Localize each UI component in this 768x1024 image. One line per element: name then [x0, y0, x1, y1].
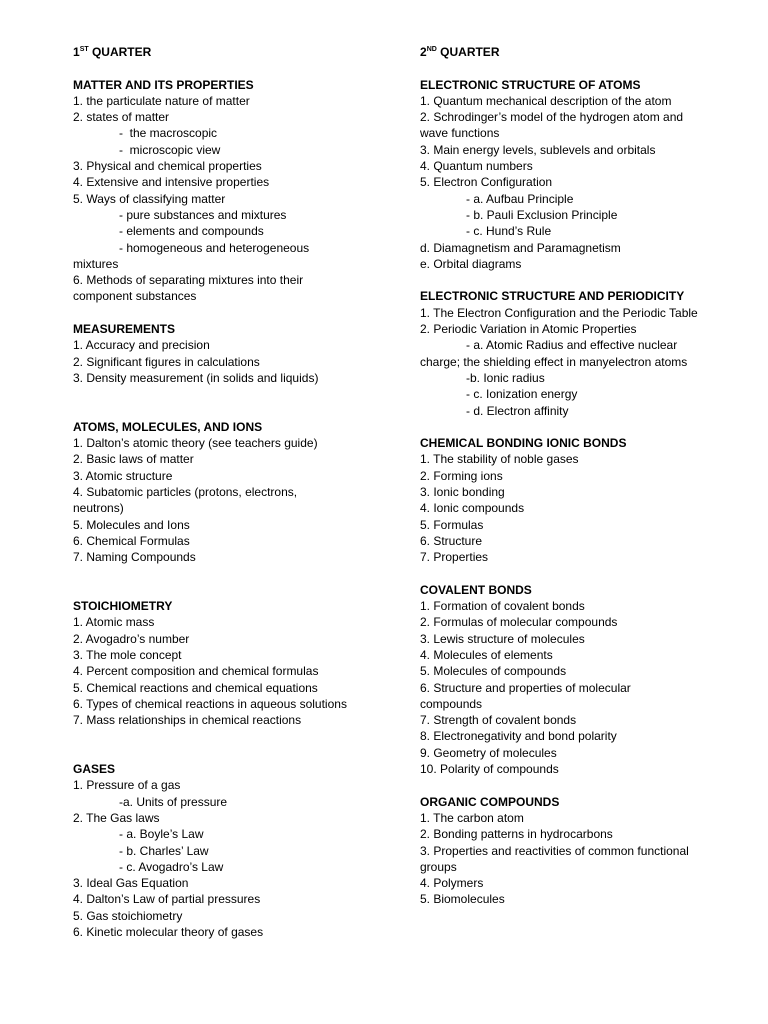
topic-item: 4. Extensive and intensive properties — [73, 175, 270, 190]
topic-item: 8. Electronegativity and bond polarity — [420, 729, 617, 744]
section-heading: GASES — [73, 762, 116, 777]
spacer — [420, 777, 725, 793]
topic-item: 4. Subatomic particles (protons, electrons, — [73, 485, 298, 500]
topic-item: 1. Formation of covalent bonds — [420, 599, 585, 614]
spacer — [420, 419, 725, 435]
topic-item: 3. Ideal Gas Equation — [73, 876, 189, 891]
topic-item: 1. The carbon atom — [420, 810, 524, 825]
quarter-number: 2 — [420, 45, 427, 59]
section-heading: ATOMS, MOLECULES, AND IONS — [73, 419, 263, 434]
first-quarter-title — [73, 44, 373, 60]
sub-topic-item: - pure substances and mixtures — [119, 207, 287, 222]
section-heading: STOICHIOMETRY — [73, 599, 173, 614]
topic-item: 1. Accuracy and precision — [73, 338, 210, 353]
topic-item: 6. Chemical Formulas — [73, 533, 190, 548]
topic-item: 2. Schrodinger’s model of the hydrogen atom and — [420, 110, 684, 125]
sub-topic-item: - a. Atomic Radius and effective nuclear — [466, 338, 678, 353]
topic-item: 6. Methods of separating mixtures into their — [73, 273, 304, 288]
topic-item: 4. Polymers — [420, 876, 484, 891]
topic-item: 6. Structure — [420, 533, 483, 548]
spacer — [73, 728, 373, 761]
section-heading: ORGANIC COMPOUNDS — [420, 794, 560, 809]
first-quarter-column — [73, 44, 373, 940]
topic-item: 4. Dalton’s Law of partial pressures — [73, 892, 261, 907]
section-heading: CHEMICAL BONDING IONIC BONDS — [420, 436, 627, 451]
topic-item: 2. Formulas of molecular compounds — [420, 615, 618, 630]
topic-item: d. Diamagnetism and Paramagnetism — [420, 240, 621, 255]
topic-item: 3. The mole concept — [73, 647, 182, 662]
topic-item: neutrons) — [73, 501, 124, 516]
topic-item: 2. Significant figures in calculations — [73, 354, 260, 369]
sub-topic-item: - d. Electron affinity — [466, 403, 569, 418]
topic-item: 1. Atomic mass — [73, 615, 155, 630]
topic-item: 1. Dalton’s atomic theory (see teachers guide) — [73, 436, 318, 451]
topic-item: 5. Molecules and Ions — [73, 517, 190, 532]
second-quarter-column — [420, 44, 725, 908]
topic-item: component substances — [73, 289, 197, 304]
spacer — [420, 60, 725, 76]
topic-item: 5. Formulas — [420, 517, 484, 532]
topic-item: 6. Types of chemical reactions in aqueous solutions — [73, 696, 347, 711]
sub-topic-item: - the macroscopic — [119, 126, 218, 141]
topic-item: 4. Ionic compounds — [420, 501, 525, 516]
quarter-ordinal-suffix: ST — [79, 46, 89, 53]
topic-item: 3. Density measurement (in solids and liquids) — [73, 370, 319, 385]
sub-topic-item: - homogeneous and heterogeneous — [119, 240, 310, 255]
second-quarter-topics — [420, 60, 725, 907]
topic-item: mixtures — [73, 256, 119, 271]
topic-item: 4. Quantum numbers — [420, 159, 533, 174]
sub-topic-item: - a. Aufbau Principle — [466, 191, 574, 206]
topic-item: 3. Atomic structure — [73, 468, 173, 483]
quarter-ordinal-suffix: ND — [426, 46, 437, 53]
topic-item: 4. Percent composition and chemical formulas — [73, 664, 319, 679]
topic-item: 7. Naming Compounds — [73, 550, 196, 565]
topic-item: 7. Properties — [420, 550, 489, 565]
topic-item: 7. Strength of covalent bonds — [420, 713, 577, 728]
quarter-label: QUARTER — [436, 45, 500, 59]
sub-topic-item: - c. Hund’s Rule — [466, 224, 552, 239]
quarter-number: 1 — [73, 45, 80, 59]
topic-item: 2. Bonding patterns in hydrocarbons — [420, 827, 613, 842]
first-quarter-topics — [73, 60, 373, 940]
topic-item: 10. Polarity of compounds — [420, 762, 559, 777]
topic-item: 5. Ways of classifying matter — [73, 191, 226, 206]
topic-item: compounds — [420, 696, 483, 711]
spacer — [420, 272, 725, 288]
topic-item: 2. Avogadro’s number — [73, 631, 190, 646]
sub-topic-item: - b. Pauli Exclusion Principle — [466, 207, 618, 222]
topic-item: 5. Electron Configuration — [420, 175, 553, 190]
topic-item: 5. Biomolecules — [420, 892, 505, 907]
topic-item: 1. The Electron Configuration and the Periodic Table — [420, 305, 698, 320]
topic-item: 1. Pressure of a gas — [73, 778, 181, 793]
spacer — [73, 386, 373, 419]
topic-item: 6. Structure and properties of molecular — [420, 680, 631, 695]
topic-item: 3. Main energy levels, sublevels and orbitals — [420, 142, 656, 157]
topic-item: 3. Ionic bonding — [420, 485, 505, 500]
topic-item: 2. The Gas laws — [73, 810, 160, 825]
section-heading: MATTER AND ITS PROPERTIES — [73, 77, 254, 92]
topic-item: 5. Molecules of compounds — [420, 664, 567, 679]
sub-topic-item: -a. Units of pressure — [119, 794, 228, 809]
sub-topic-item: - c. Avogadro’s Law — [119, 859, 224, 874]
spacer — [73, 566, 373, 599]
topic-item: groups — [420, 859, 457, 874]
topic-item: 2. states of matter — [73, 110, 170, 125]
second-quarter-title — [420, 44, 725, 60]
sub-topic-item: - microscopic view — [119, 142, 221, 157]
topic-item: 3. Properties and reactivities of common functional — [420, 843, 689, 858]
topic-item: 1. Quantum mechanical description of the atom — [420, 93, 672, 108]
spacer — [420, 566, 725, 582]
spacer — [73, 305, 373, 321]
sub-topic-item: - a. Boyle’s Law — [119, 827, 204, 842]
topic-item: 7. Mass relationships in chemical reactions — [73, 713, 302, 728]
section-heading: ELECTRONIC STRUCTURE AND PERIODICITY — [420, 289, 685, 304]
section-heading: ELECTRONIC STRUCTURE OF ATOMS — [420, 77, 641, 92]
sub-topic-item: - elements and compounds — [119, 224, 264, 239]
topic-item: 2. Basic laws of matter — [73, 452, 194, 467]
topic-item: 2. Periodic Variation in Atomic Properties — [420, 322, 637, 337]
topic-item: 2. Forming ions — [420, 468, 503, 483]
topic-item: 6. Kinetic molecular theory of gases — [73, 925, 264, 940]
sub-topic-item: - b. Charles’ Law — [119, 843, 209, 858]
topic-item: 3. Lewis structure of molecules — [420, 631, 585, 646]
topic-item: charge; the shielding effect in manyelectron atoms — [420, 354, 688, 369]
topic-item: 1. The stability of noble gases — [420, 452, 579, 467]
topic-item: wave functions — [420, 126, 500, 141]
topic-item: 5. Gas stoichiometry — [73, 908, 183, 923]
topic-item: 5. Chemical reactions and chemical equations — [73, 680, 318, 695]
sub-topic-item: -b. Ionic radius — [466, 370, 545, 385]
sub-topic-item: - c. Ionization energy — [466, 387, 578, 402]
section-heading: MEASUREMENTS — [73, 322, 176, 337]
quarter-label: QUARTER — [88, 45, 152, 59]
spacer — [73, 60, 373, 76]
section-heading: COVALENT BONDS — [420, 582, 532, 597]
topic-item: 3. Physical and chemical properties — [73, 159, 262, 174]
topic-item: 1. the particulate nature of matter — [73, 93, 250, 108]
topic-item: 4. Molecules of elements — [420, 647, 553, 662]
topic-item: e. Orbital diagrams — [420, 256, 522, 271]
topic-item: 9. Geometry of molecules — [420, 745, 557, 760]
